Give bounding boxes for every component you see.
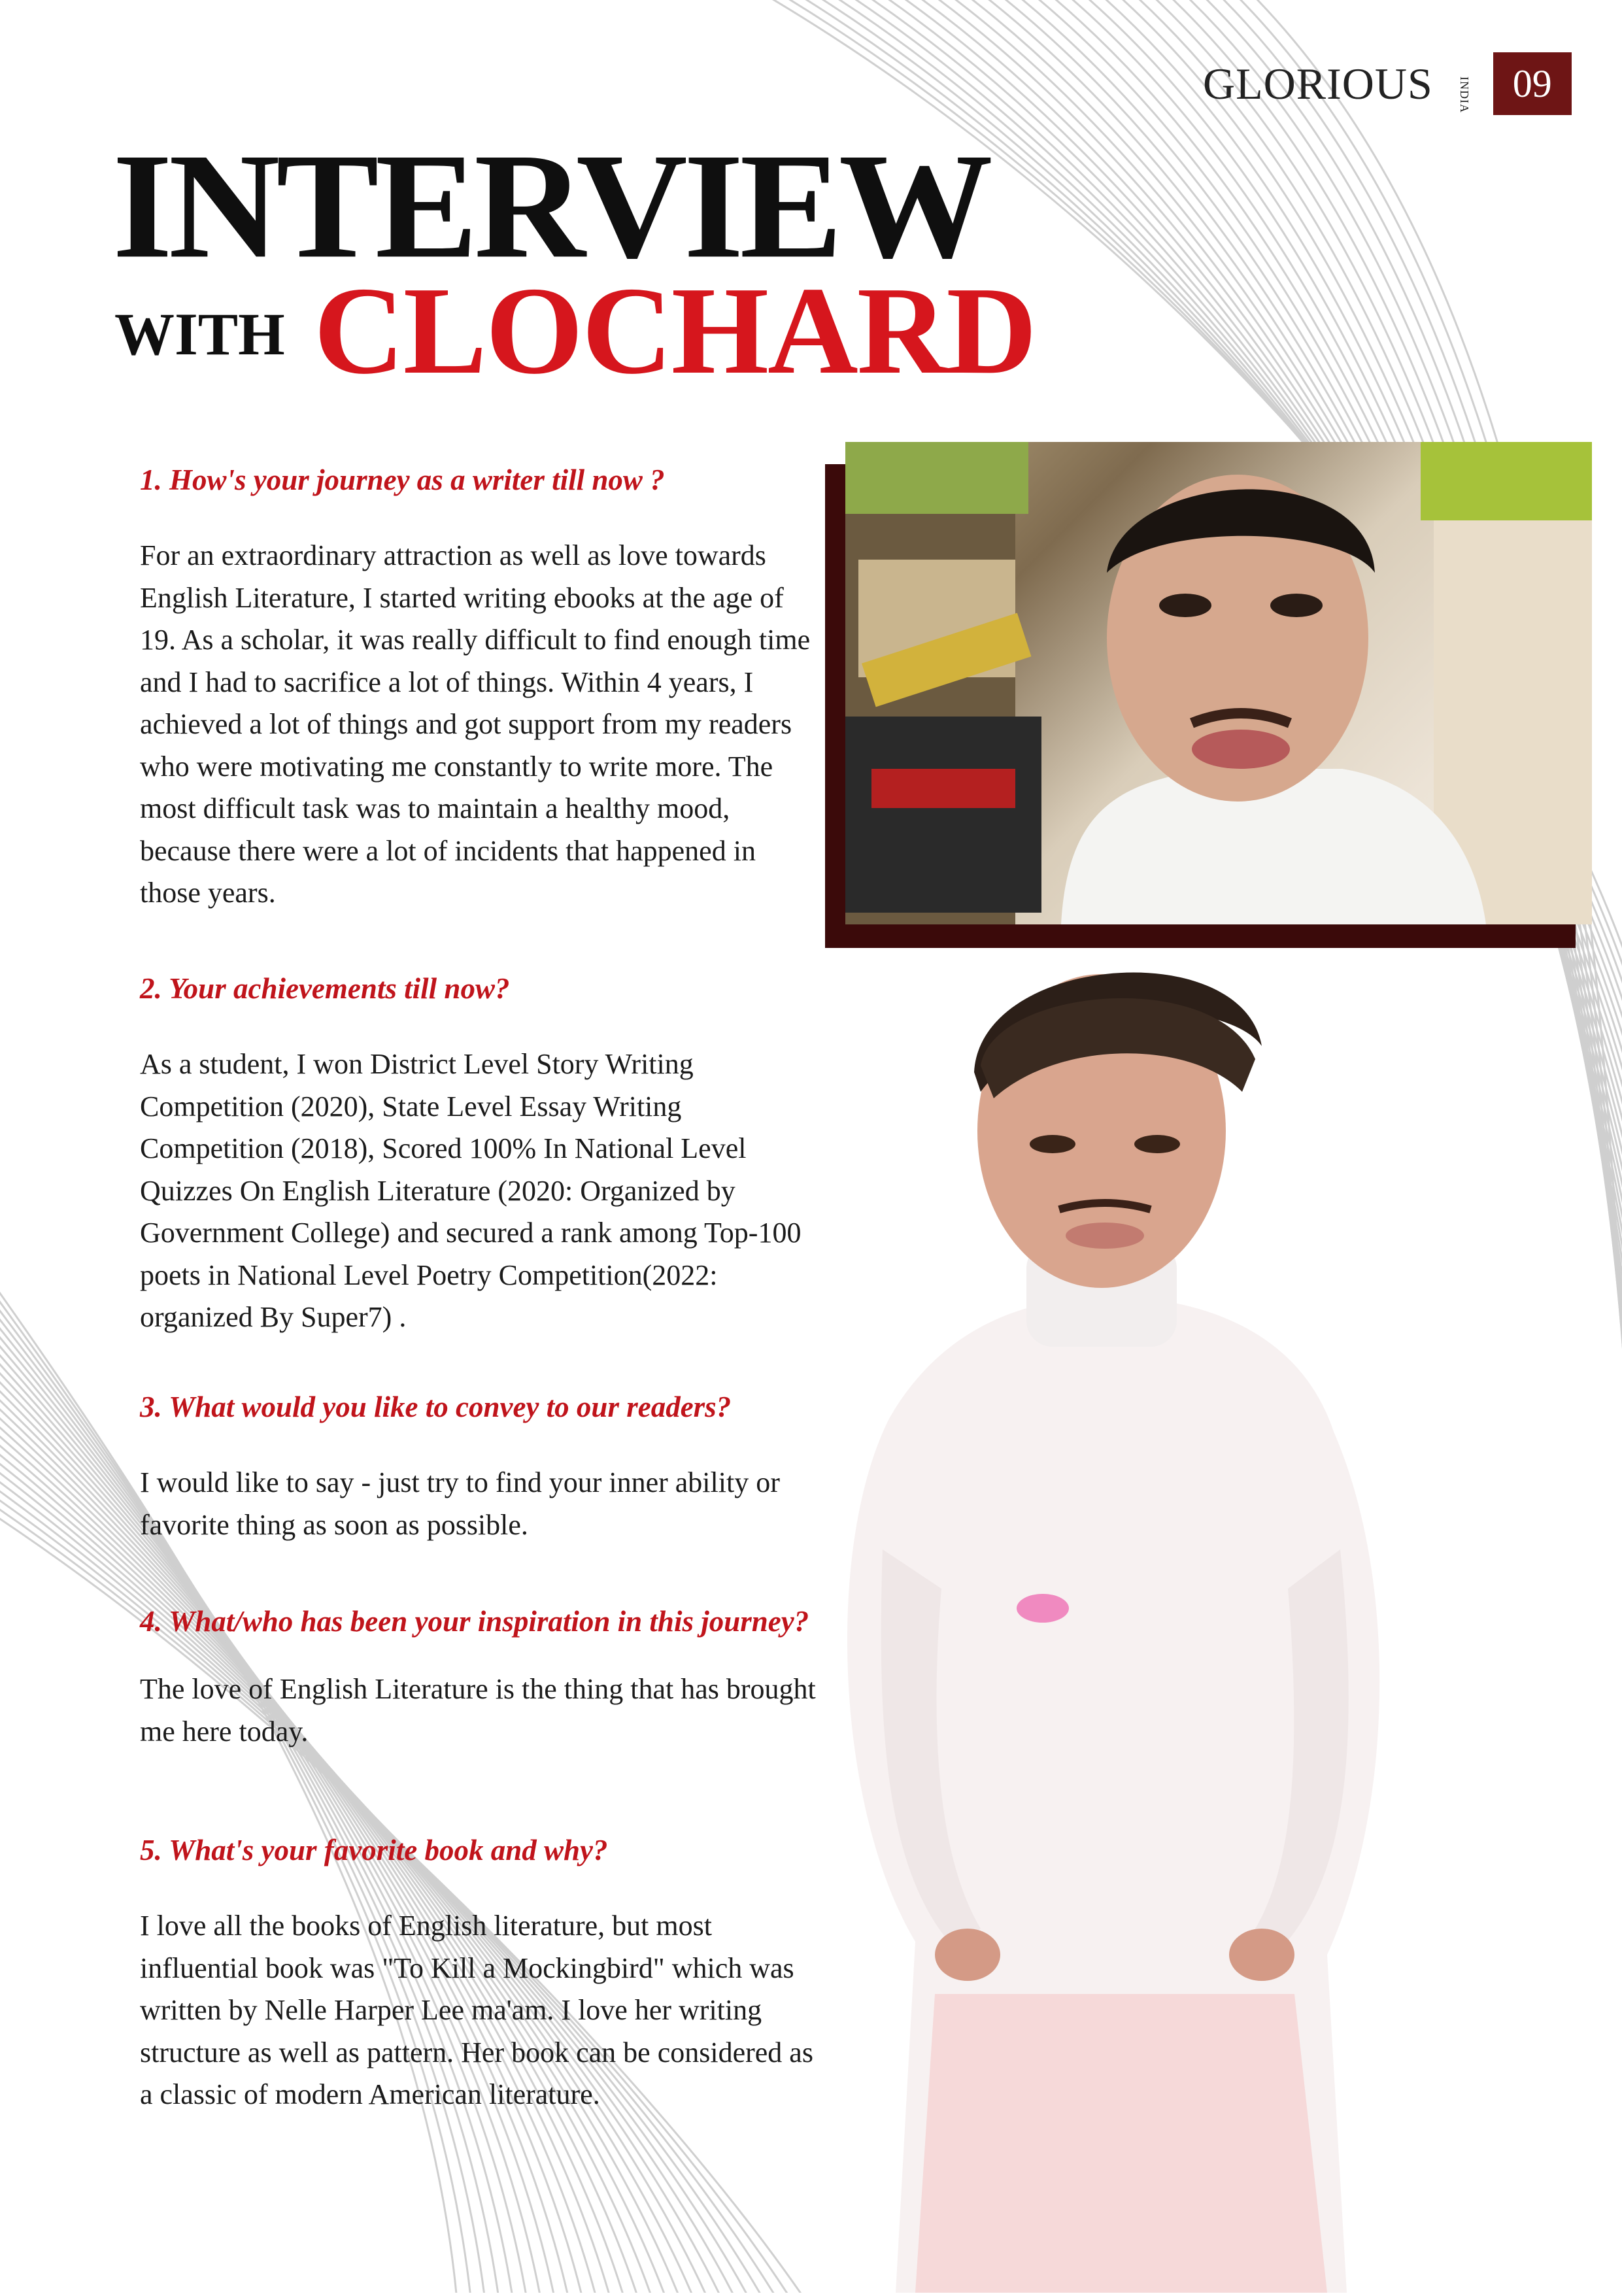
headline-name: CLOCHARD	[314, 261, 1036, 400]
qa-block-1	[140, 465, 820, 915]
headline-with: WITH	[114, 301, 285, 367]
qa-block-4	[140, 1607, 820, 1753]
question-2: 2. Your achievements till now?	[140, 972, 510, 1005]
answer-5: I love all the books of English literature, but most influential book was "To Kill a Mockingbird" which was written by Nelle Harper Lee ma'am. I love her writing structure as well as pattern. Her book can be considered as a classic of modern American literature.	[140, 1910, 813, 2110]
interviewee-portrait-photo	[785, 961, 1438, 2293]
answer-4: The love of English Literature is the thing that has brought me here today.	[140, 1673, 816, 1747]
page-number-badge: 09	[1493, 52, 1572, 115]
qa-block-2	[140, 974, 820, 1339]
question-3: 3. What would you like to convey to our readers?	[140, 1391, 732, 1423]
qa-block-5	[140, 1836, 820, 2116]
answer-3: I would like to say - just try to find your inner ability or favorite thing as soon as possible.	[140, 1466, 780, 1541]
interviewee-selfie-photo	[845, 442, 1592, 924]
qa-block-3	[140, 1393, 820, 1546]
question-5: 5. What's your favorite book and why?	[140, 1834, 608, 1866]
headline-interview: INTERVIEW	[112, 122, 989, 290]
answer-2: As a student, I won District Level Story Writing Competition (2020), State Level Essay Writing Competition (2018), Scored 100% In National Level Quizzes On English Literature (2020: Organized by Government College) and secured a rank among Top-100 poets in National Level Poetry Competition(2022: organized By Super7) .	[140, 1048, 802, 1333]
magazine-masthead	[1203, 51, 1572, 116]
question-4: 4. What/who has been your inspiration in this journey?	[140, 1605, 809, 1638]
magazine-logo-subtext: INDIA	[1457, 76, 1471, 113]
question-1: 1. How's your journey as a writer till now ?	[140, 464, 665, 496]
answer-1: For an extraordinary attraction as well as love towards English Literature, I started writing ebooks at the age of 19. As a scholar, it was really difficult to find enough time and I had to sacrifice a lot of things. Within 4 years, I achieved a lot of things and got support from my readers who were motivating me constantly to write more. The most difficult task was to maintain a healthy mood, because there were a lot of incidents that happened in those years.	[140, 539, 811, 909]
magazine-logo: GLORIOUS INDIA	[1203, 59, 1471, 113]
